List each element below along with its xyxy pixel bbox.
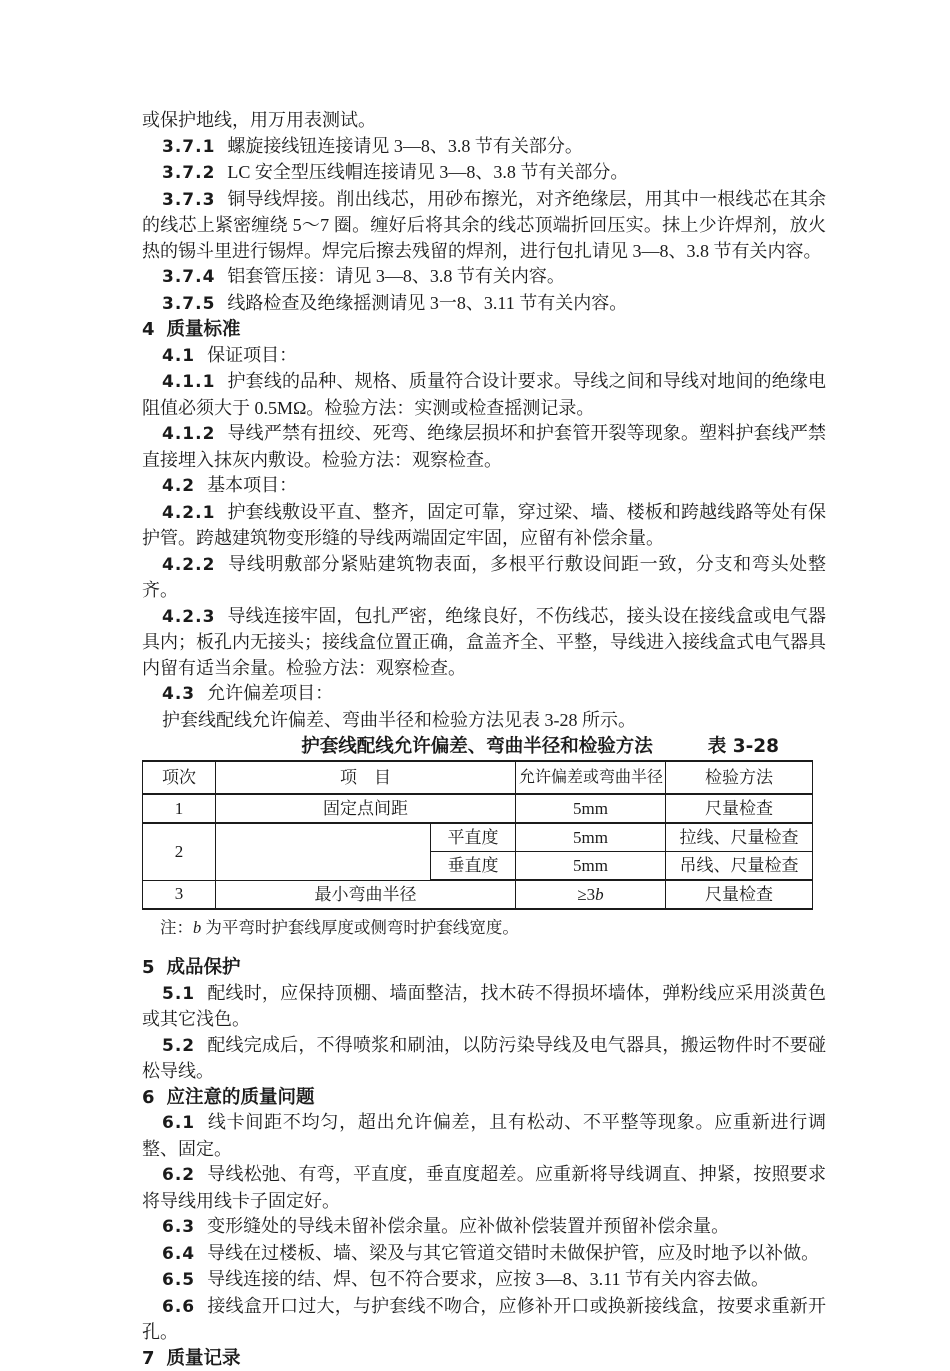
clause-number: 6.6 xyxy=(162,1297,195,1317)
clause-4-1-2 xyxy=(142,421,826,473)
cell-value: 5mm xyxy=(516,823,666,852)
table-number-tag: 表 3-28 xyxy=(708,734,779,760)
clause-number: 4.1.2 xyxy=(162,424,215,444)
clause-number: 3.7.5 xyxy=(162,294,215,314)
clause-4-1-1 xyxy=(142,369,826,421)
clause-4-2-3 xyxy=(142,604,826,682)
table-title: 护套线配线允许偏差、弯曲半径和检验方法 xyxy=(301,736,653,757)
header-item-no: 项次 xyxy=(143,761,216,794)
section-number: 4 xyxy=(142,319,156,340)
clause-text: 导线连接的结、焊、包不符合要求，应按 3—8、3.11 节有关内容去做。 xyxy=(207,1269,769,1289)
clause-4-2 xyxy=(142,473,826,500)
clause-text: 配线完成后，不得喷浆和刷油，以防污染导线及电气器具，搬运物件时不要碰松导线。 xyxy=(142,1035,826,1082)
cell-item: 固定点间距 xyxy=(216,794,516,823)
cell-no: 1 xyxy=(143,794,216,823)
clause-4-1 xyxy=(142,343,826,370)
clause-text: 线卡间距不均匀，超出允许偏差，且有松动、不平整等现象。应重新进行调整、固定。 xyxy=(142,1112,826,1159)
clause-text: 保证项目： xyxy=(207,345,297,365)
table-intro-paragraph xyxy=(142,708,826,734)
clause-5-2 xyxy=(142,1033,826,1085)
clause-number: 4.1.1 xyxy=(162,372,215,392)
deviation-table xyxy=(142,760,813,910)
cell-value: 5mm xyxy=(516,794,666,823)
clause-3-7-5 xyxy=(142,291,826,318)
clause-number: 4.1 xyxy=(162,346,195,366)
clause-text: 铝套管压接：请见 3—8、3.8 节有关内容。 xyxy=(227,266,565,286)
cell-item: 最小弯曲半径 xyxy=(216,880,516,909)
header-allowed-deviation: 允许偏差或弯曲半径 xyxy=(516,761,666,794)
clause-number: 6.1 xyxy=(162,1113,195,1133)
clause-text: 配线时，应保持顶棚、墙面整洁，找木砖不得损坏墙体，弹粉线应采用淡黄色或其它浅色。 xyxy=(142,983,826,1030)
section-4-heading xyxy=(142,317,826,343)
clause-4-2-2 xyxy=(142,552,826,604)
clause-4-3 xyxy=(142,681,826,708)
clause-3-7-3 xyxy=(142,187,826,265)
clause-text: 导线松弛、有弯，平直度，垂直度超差。应重新将导线调直、抻紧，按照要求将导线用线卡子固定好。 xyxy=(142,1164,826,1211)
cell-method: 尺量检查 xyxy=(666,794,813,823)
section-number: 6 xyxy=(142,1087,156,1108)
cell-no: 3 xyxy=(143,880,216,909)
clause-text: 变形缝处的导线未留补偿余量。应补做补偿装置并预留补偿余量。 xyxy=(207,1216,729,1236)
clause-number: 3.7.1 xyxy=(162,137,215,157)
clause-number: 4.2.2 xyxy=(162,555,215,575)
table-title-row xyxy=(142,734,812,760)
table-row xyxy=(143,880,813,909)
section-title: 成品保护 xyxy=(167,957,241,978)
clause-5-1 xyxy=(142,981,826,1033)
section-title: 应注意的质量问题 xyxy=(167,1087,315,1108)
cell-value: ≥3b xyxy=(516,880,666,909)
section-title: 质量标准 xyxy=(167,319,241,340)
clause-6-5 xyxy=(142,1267,826,1294)
clause-number: 6.3 xyxy=(162,1217,195,1237)
clause-number: 4.2 xyxy=(162,476,195,496)
section-number: 7 xyxy=(142,1348,156,1369)
clause-number: 6.2 xyxy=(162,1165,195,1185)
table-row xyxy=(143,794,813,823)
clause-number: 4.3 xyxy=(162,684,195,704)
section-7-heading xyxy=(142,1346,826,1371)
clause-text: 导线明敷部分紧贴建筑物表面，多根平行敷设间距一致，分支和弯头处整齐。 xyxy=(142,554,826,601)
clause-text: 导线连接牢固，包扎严密，绝缘良好，不伤线芯，接头设在接线盒或电气器具内；板孔内无接头；接线盒位置正确，盒盖齐全、平整，导线进入接线盒式电气器具内留有适当余量。检验方法：观察检查。 xyxy=(142,606,826,678)
cell-value: 5mm xyxy=(516,852,666,881)
clause-text: 螺旋接线钮连接请见 3—8、3.8 节有关部分。 xyxy=(227,136,583,156)
clause-number: 5.1 xyxy=(162,984,195,1004)
clause-text: 护套线配线允许偏差、弯曲半径和检验方法见表 3-28 所示。 xyxy=(162,710,636,730)
clause-text: 护套线敷设平直、整齐，固定可靠，穿过梁、墙、楼板和跨越线路等处有保护管。跨越建筑物变形缝的导线两端固定牢固，应留有补偿余量。 xyxy=(142,502,826,549)
clause-number: 6.4 xyxy=(162,1244,195,1264)
section-title: 质量记录 xyxy=(167,1348,241,1369)
clause-text: 线路检查及绝缘摇测请见 3一8、3.11 节有关内容。 xyxy=(227,293,627,313)
clause-6-2 xyxy=(142,1162,826,1214)
clause-text: 允许偏差项目： xyxy=(207,683,333,703)
clause-text: 护套线的品种、规格、质量符合设计要求。导线之间和导线对地间的绝缘电阻值必须大于 0.5MΩ。检验方法：实测或检查摇测记录。 xyxy=(142,371,826,418)
clause-4-2-1 xyxy=(142,500,826,552)
table-note: 注：b 为平弯时护套线厚度或侧弯时护套线宽度。 xyxy=(142,917,826,939)
table-3-28-section xyxy=(142,734,826,939)
clause-3-7-4 xyxy=(142,264,826,291)
section-6-heading xyxy=(142,1085,826,1111)
cell-subitem: 平直度 xyxy=(431,823,516,852)
clause-number: 4.2.1 xyxy=(162,503,215,523)
clause-number: 6.5 xyxy=(162,1270,195,1290)
table-header-row xyxy=(143,761,813,794)
section-number: 5 xyxy=(142,957,156,978)
header-check-method: 检验方法 xyxy=(666,761,813,794)
paragraph-continuation: 或保护地线，用万用表测试。 xyxy=(142,108,826,134)
clause-number: 5.2 xyxy=(162,1036,195,1056)
clause-number: 3.7.2 xyxy=(162,163,215,183)
cell-no: 2 xyxy=(143,823,216,880)
cell-subitem: 垂直度 xyxy=(431,852,516,881)
table-row xyxy=(143,823,813,852)
section-5-heading xyxy=(142,955,826,981)
clause-6-1 xyxy=(142,1110,826,1162)
clause-text: 导线严禁有扭绞、死弯、绝缘层损坏和护套管开裂等现象。塑料护套线严禁直接埋入抹灰内敷设。检验方法：观察检查。 xyxy=(142,423,826,470)
clause-6-6 xyxy=(142,1294,826,1346)
header-item: 项 目 xyxy=(216,761,516,794)
clause-6-3 xyxy=(142,1214,826,1241)
clause-text: 铜导线焊接。削出线芯，用砂布擦光，对齐绝缘层，用其中一根线芯在其余的线芯上紧密缠绕 5～7 圈。缠好后将其余的线芯顶端折回压实。抹上少许焊剂，放火热的锡斗里进行锡焊。焊完后擦去残留的焊剂，进行包扎请见 3—8、3.8 节有关内容。 xyxy=(142,189,826,261)
clause-text: LC 安全型压线帽连接请见 3—8、3.8 节有关部分。 xyxy=(227,162,628,182)
clause-6-4 xyxy=(142,1241,826,1268)
clause-text: 导线在过楼板、墙、梁及与其它管道交错时未做保护管，应及时地予以补做。 xyxy=(207,1243,819,1263)
clause-text: 基本项目： xyxy=(207,475,297,495)
clause-number: 4.2.3 xyxy=(162,607,215,627)
clause-number: 3.7.3 xyxy=(162,190,215,210)
cell-method: 吊线、尺量检查 xyxy=(666,852,813,881)
clause-number: 3.7.4 xyxy=(162,267,215,287)
document-content xyxy=(142,108,826,1371)
cell-item-empty xyxy=(216,823,431,880)
clause-3-7-1 xyxy=(142,134,826,161)
clause-text: 接线盒开口过大，与护套线不吻合，应修补开口或换新接线盒，按要求重新开孔。 xyxy=(142,1296,826,1343)
cell-method: 尺量检查 xyxy=(666,880,813,909)
cell-method: 拉线、尺量检查 xyxy=(666,823,813,852)
clause-3-7-2 xyxy=(142,160,826,187)
